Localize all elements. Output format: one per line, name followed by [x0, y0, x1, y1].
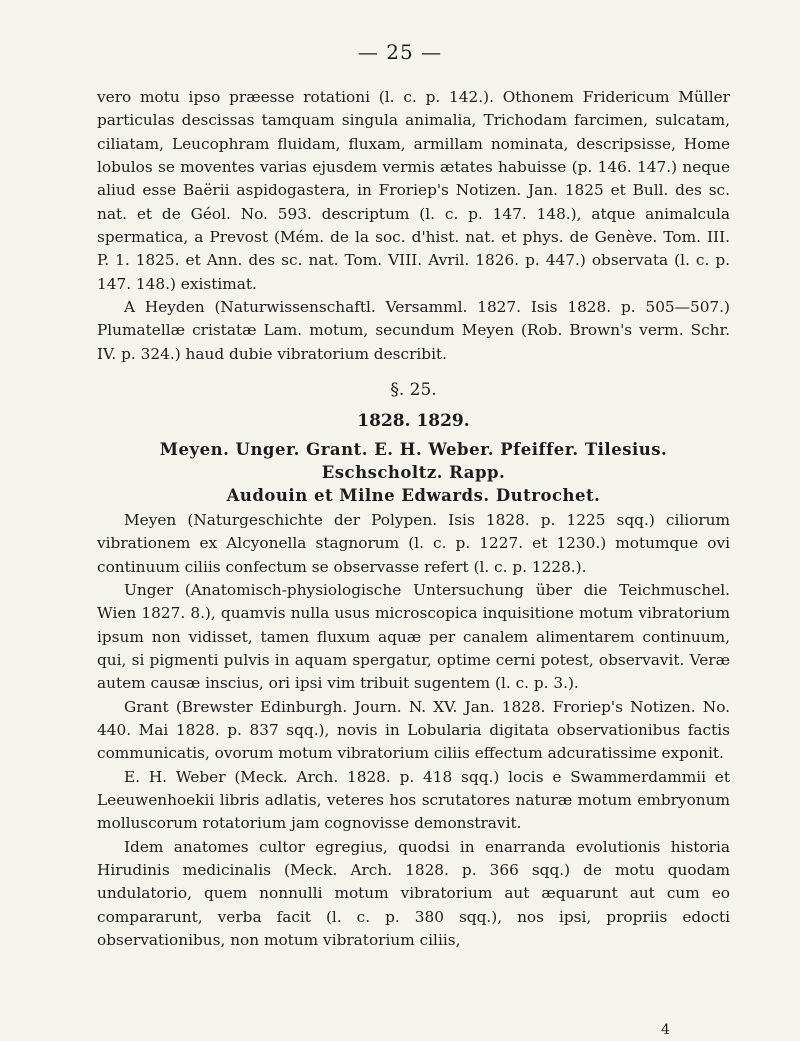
page-number: — 25 — — [357, 40, 443, 64]
section-authors — [97, 438, 730, 507]
section-heading: §. 25. — [390, 380, 437, 401]
paragraph: Meyen (Naturgeschichte der Polypen. Isis 1828. p. 1225 sqq.) ciliorum vibrationem ex Alcyonella stagnorum (l. c. p. 1227. et 1230.) motumque ovi continuum ciliis confectum se observasse refert (l. c. p. 1228.). — [97, 510, 730, 576]
paragraph: E. H. Weber (Meck. Arch. 1828. p. 418 sqq.) locis e Swammerdammii et Leeuwenhoekii libris adlatis, veteres hos scrutatores naturæ motum embryonum molluscorum rotatorium jam cognovisse demonstravit. — [97, 767, 730, 833]
paragraph: A Heyden (Naturwissenschaftl. Versamml. 1827. Isis 1828. p. 505—507.) Plumatellæ cristatæ Lam. motum, secundum Meyen (Rob. Brown's verm. Schr. IV. p. 324.) haud dubie vibratorium describit. — [97, 298, 730, 363]
section-years: 1828. 1829. — [357, 411, 470, 432]
authors-line: Audouin et Milne Edwards. Dutrochet. — [226, 485, 601, 505]
paragraph: Grant (Brewster Edinburgh. Journ. N. XV. Jan. 1828. Froriep's Notizen. No. 440. Mai 1828. p. 837 sqq.), novis in Lobularia digitata observationibus factis communicatis, ovorum motum vibratorium ciliis effectum adcuratissime exponit. — [97, 697, 730, 763]
signature-mark: 4 — [661, 1022, 670, 1038]
paragraph: Unger (Anatomisch-physiologische Untersuchung über die Teichmuschel. Wien 1827. 8.), quamvis nulla usus microscopica inquisitione motum vibratorium ipsum non vidisset, tamen fluxum aquæ per canalem alimentarem continuum, qui, si pigmenti pulvis in aquam spergatur, optime cerni potest, observavit. Veræ autem causæ inscius, ori ipsi vim tribuit sugentem (l. c. p. 3.). — [97, 580, 730, 693]
paragraph: Idem anatomes cultor egregius, quodsi in enarranda evolutionis historia Hirudinis medicinalis (Meck. Arch. 1828. p. 366 sqq.) de motu quodam undulatorio, quem nonnulli motum vibratorium aut æquarunt aut cum eo compararunt, verba facit (l. c. p. 380 sqq.), nos ipsi, propriis edocti observationibus, non motum vibratorium ciliis, — [97, 837, 730, 949]
page-body — [97, 86, 730, 952]
authors-line: Meyen. Unger. Grant. E. H. Weber. Pfeiffer. Tilesius. Eschscholtz. Rapp. — [159, 439, 668, 482]
paragraph: vero motu ipso præesse rotationi (l. c. p. 142.). Othonem Fridericum Müller particulas descissas tamquam singula animalia, Trichodam farcimen, sulcatam, ciliatam, Leucophram fluidam, fluxam, armillam nominata, descripsisse, Home lobulos se moventes varias ejusdem vermis ætates habuisse (p. 146. 147.) neque aliud esse Baërii aspidogastera, in Froriep's Notizen. Jan. 1825 et Bull. des sc. nat. et de Géol. No. 593. descriptum (l. c. p. 147. 148.), atque animalcula spermatica, a Prevost (Mém. de la soc. d'hist. nat. et phys. de Genève. Tom. III. P. 1. 1825. et Ann. des sc. nat. Tom. VIII. Avril. 1826. p. 447.) observata (l. c. p. 147. 148.) existimat. — [97, 88, 730, 293]
